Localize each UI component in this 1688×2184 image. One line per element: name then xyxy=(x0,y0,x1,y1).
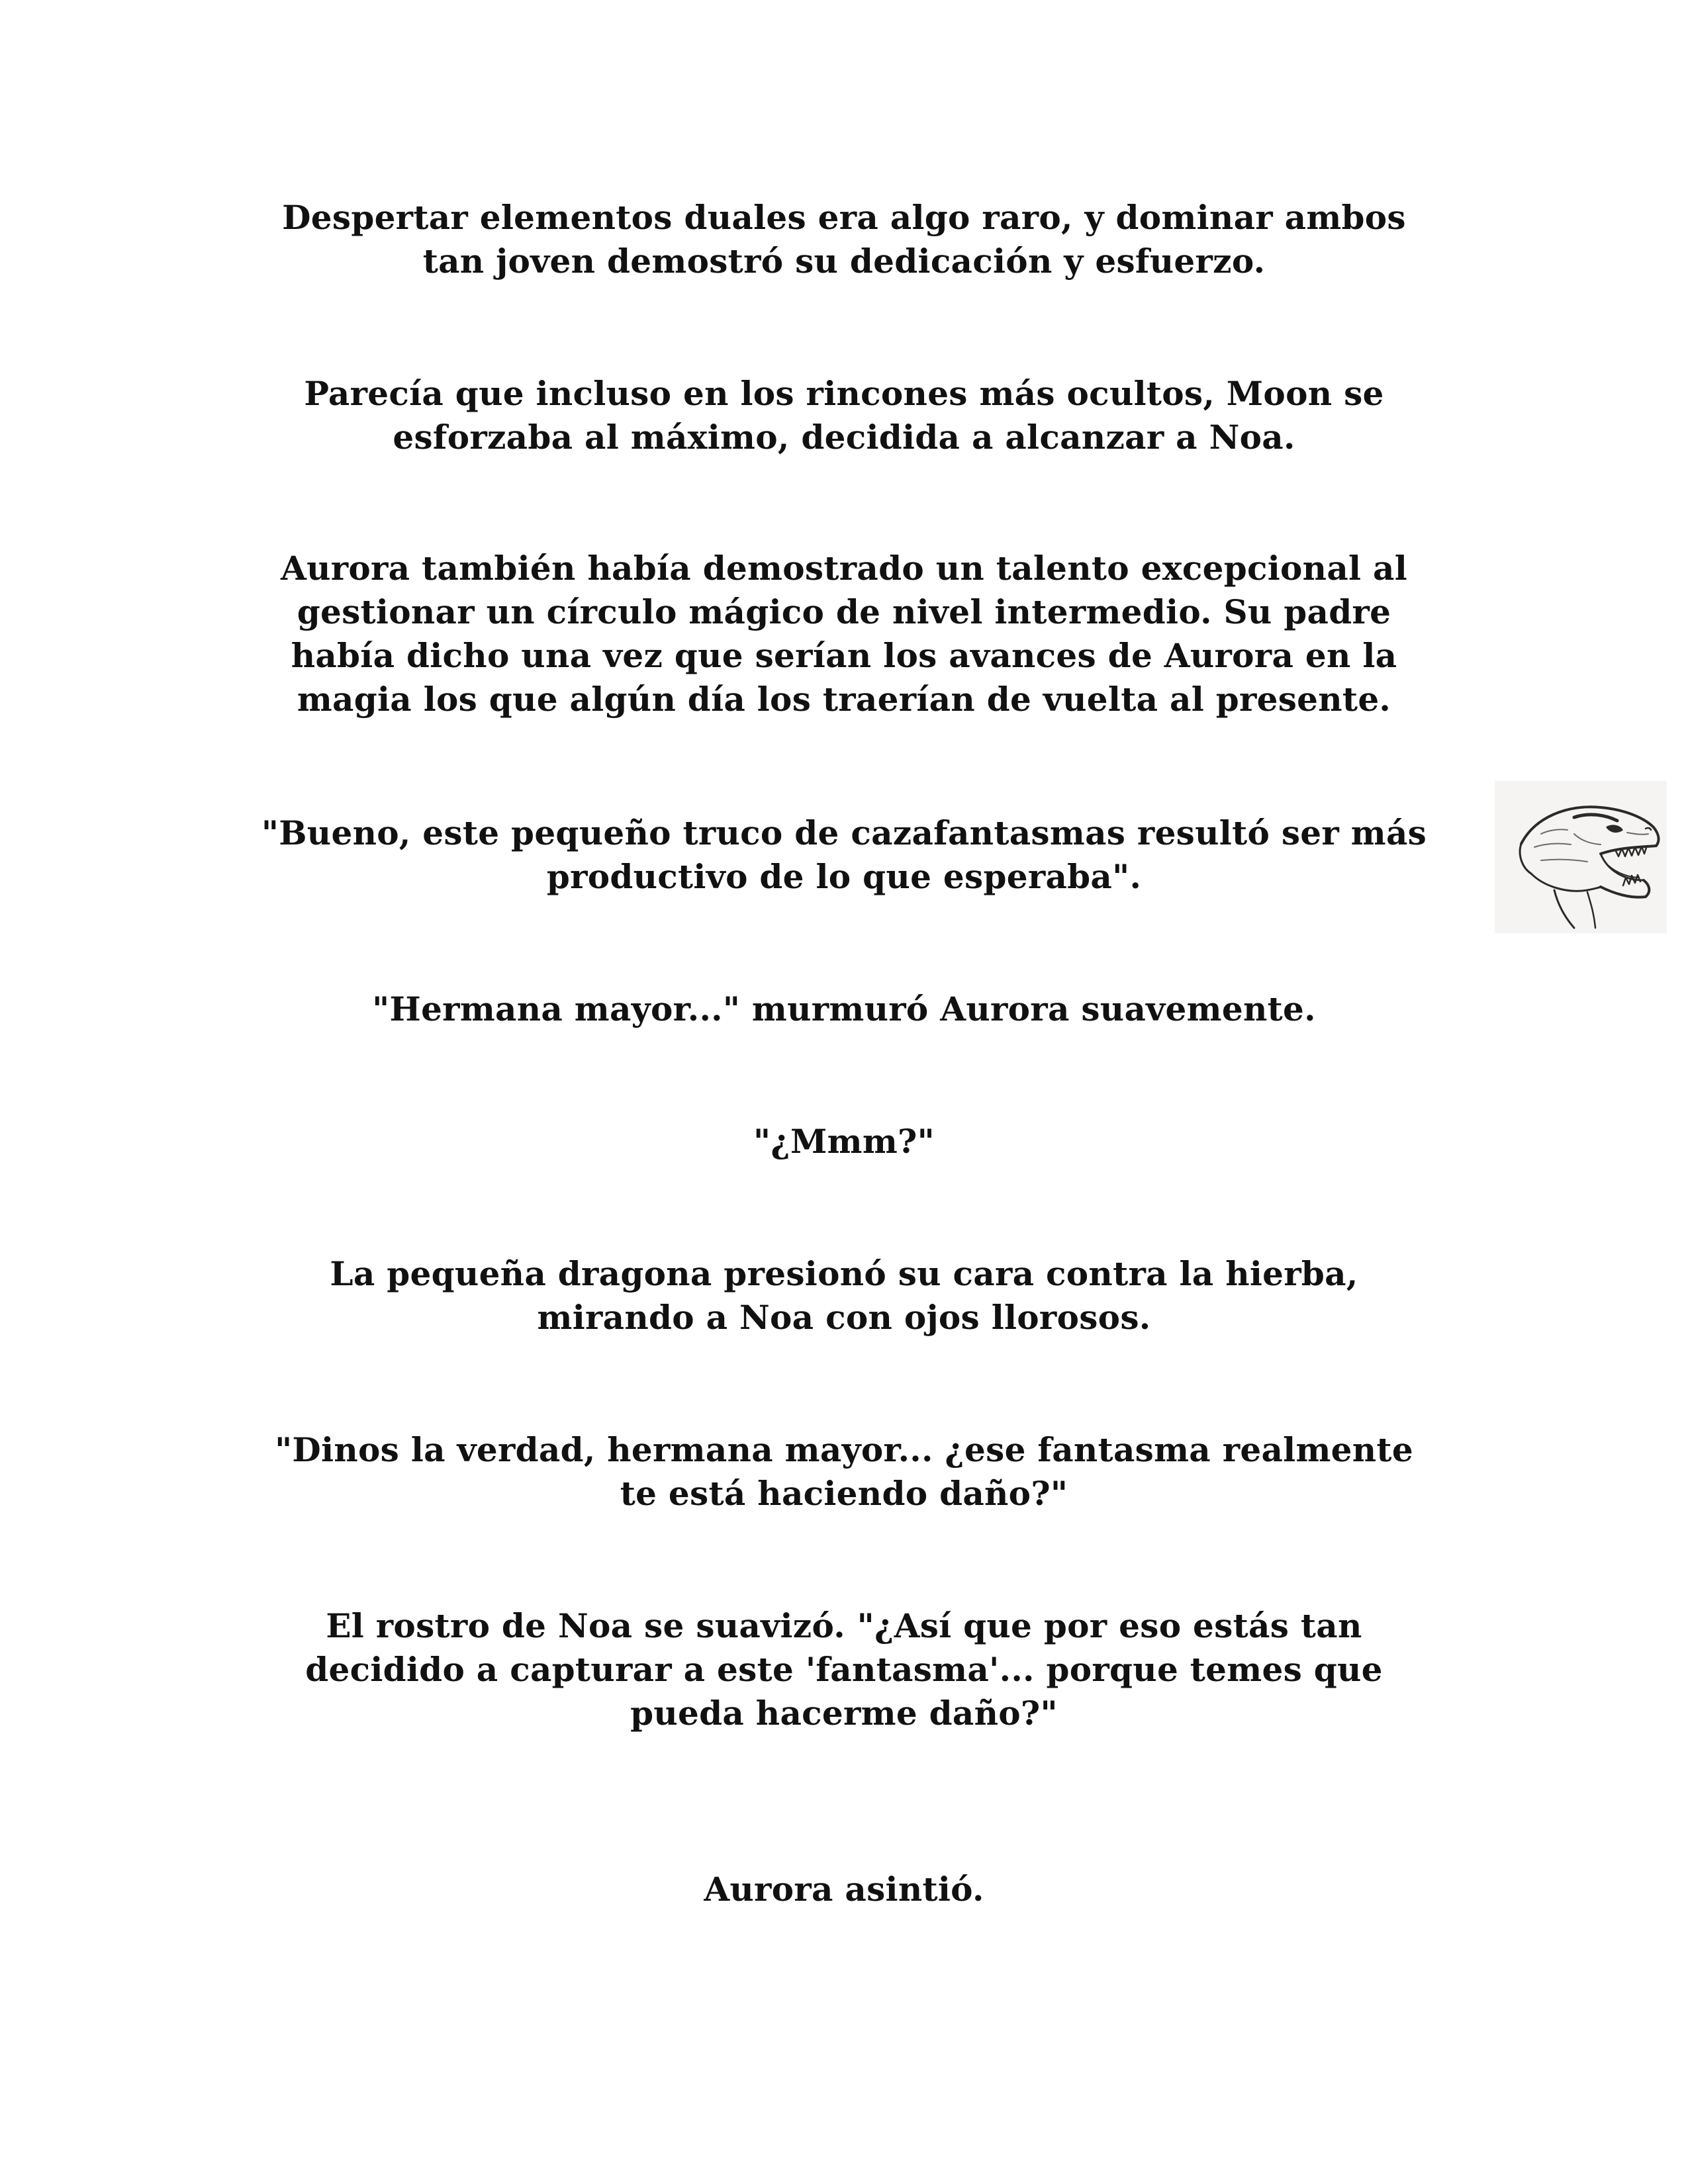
paragraph-6: "¿Mmm?" xyxy=(753,1122,935,1161)
paragraph-8: "Dinos la verdad, hermana mayor... ¿ese fantasma realmente te está haciendo daño?" xyxy=(275,1430,1413,1513)
paragraph-4: "Bueno, este pequeño truco de cazafantasmas resultó ser más productivo de lo que esperaba". xyxy=(261,813,1427,896)
paragraph-7: La pequeña dragona presionó su cara contra la hierba, mirando a Noa con ojos llorosos. xyxy=(330,1254,1358,1337)
paragraph-1: Despertar elementos duales era algo raro, y dominar ambos tan joven demostró su dedicación y esfuerzo. xyxy=(282,198,1406,281)
paragraph-9: El rostro de Noa se suavizó. "¿Así que por eso estás tan decidido a capturar a este 'fantasma'... porque temes que pueda hacerme daño?" xyxy=(305,1606,1383,1733)
paragraph-2: Parecía que incluso en los rincones más ocultos, Moon se esforzaba al máximo, decidida a alcanzar a Noa. xyxy=(304,374,1384,457)
paragraph-5: "Hermana mayor..." murmuró Aurora suavemente. xyxy=(372,989,1316,1028)
paragraph-3: Aurora también había demostrado un talento excepcional al gestionar un círculo mágico de nivel intermedio. Su padre había dicho una vez que serían los avances de Aurora en la magia los que algún día los traerían de vuelta al presente. xyxy=(280,549,1408,719)
dinosaur-head-sketch-icon xyxy=(1495,781,1667,933)
paragraph-10: Aurora asintió. xyxy=(704,1870,984,1909)
